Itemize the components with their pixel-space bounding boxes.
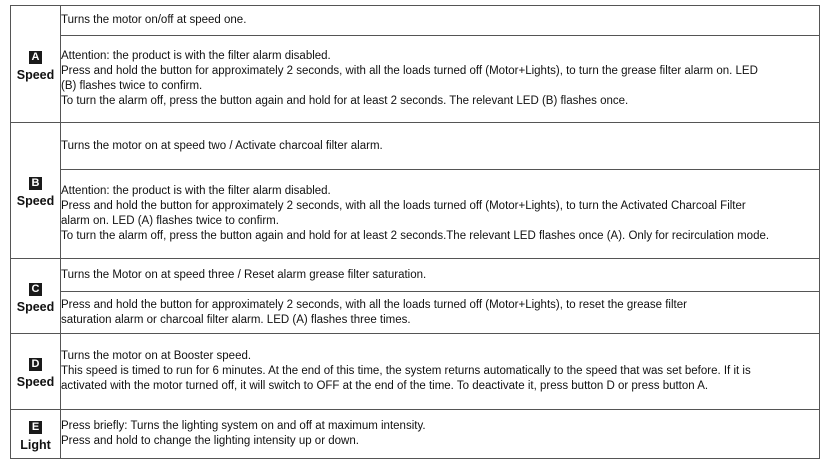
description-cell bbox=[61, 123, 820, 170]
description-line: Attention: the product is with the filter alarm disabled. bbox=[61, 50, 331, 62]
description-line: To turn the alarm off, press the button again and hold for at least 2 seconds.The relevant LED flashes once (A). Only for recirculation mode. bbox=[61, 230, 770, 242]
table-row bbox=[11, 334, 820, 410]
description-cell bbox=[61, 6, 820, 36]
description-line: Press and hold the button for approximately 2 seconds, with all the loads turned off (Motor+Lights), to reset the grease filter bbox=[61, 298, 687, 311]
button-key-badge: B bbox=[29, 177, 42, 190]
button-key-badge: E bbox=[29, 421, 42, 434]
button-key-cell bbox=[11, 6, 61, 123]
description-line: Turns the motor on at speed two / Activate charcoal filter alarm. bbox=[61, 139, 383, 152]
button-key-label: Speed bbox=[16, 194, 55, 208]
button-key-label: Light bbox=[20, 437, 51, 452]
description-line: Turns the Motor on at speed three / Reset alarm grease filter saturation. bbox=[61, 268, 427, 281]
description-line: This speed is timed to run for 6 minutes. At the end of this time, the system returns automatically to the speed that was set before. If it is bbox=[61, 365, 751, 377]
description-cell bbox=[61, 259, 820, 292]
table-row bbox=[11, 292, 820, 334]
button-key-cell bbox=[11, 259, 61, 334]
button-key-label: Speed bbox=[16, 67, 55, 82]
button-key-cell bbox=[11, 123, 61, 259]
button-key-cell bbox=[11, 334, 61, 410]
button-key-badge: C bbox=[29, 283, 42, 296]
description-line: Turns the motor on/off at speed one. bbox=[61, 14, 247, 26]
description-line: Press and hold the button for approximately 2 seconds, with all the loads turned off (Motor+Lights), to turn the Activated Charcoal Filter bbox=[61, 200, 746, 212]
description-line: To turn the alarm off, press the button again and hold for at least 2 seconds. The relevant LED (B) flashes once. bbox=[61, 95, 629, 107]
description-line: activated with the motor turned off, it will switch to OFF at the end of the time. To deactivate it, press button D or press button A. bbox=[61, 380, 709, 392]
button-key-badge: D bbox=[29, 358, 42, 371]
table-row bbox=[11, 410, 820, 459]
table-row bbox=[11, 123, 820, 170]
description-line: alarm on. LED (A) flashes twice to confirm. bbox=[61, 215, 279, 227]
description-line: Press briefly: Turns the lighting system on and off at maximum intensity. bbox=[61, 420, 426, 432]
description-line: (B) flashes twice to confirm. bbox=[61, 80, 203, 92]
description-line: saturation alarm or charcoal filter alarm. LED (A) flashes three times. bbox=[61, 313, 411, 326]
table-row bbox=[11, 6, 820, 36]
description-cell bbox=[61, 170, 820, 259]
table-row bbox=[11, 170, 820, 259]
table-row bbox=[11, 259, 820, 292]
button-key-label: Speed bbox=[16, 375, 55, 389]
description-line: Turns the motor on at Booster speed. bbox=[61, 350, 252, 362]
description-line: Attention: the product is with the filter alarm disabled. bbox=[61, 185, 331, 197]
table-row bbox=[11, 36, 820, 123]
description-line: Press and hold to change the lighting intensity up or down. bbox=[61, 435, 359, 447]
button-key-badge: A bbox=[29, 51, 42, 64]
button-function-table bbox=[10, 5, 820, 459]
description-cell bbox=[61, 36, 820, 123]
description-line: Press and hold the button for approximately 2 seconds, with all the loads turned off (Motor+Lights), to turn the grease filter alarm on. LED bbox=[61, 65, 758, 77]
description-cell bbox=[61, 410, 820, 459]
description-cell bbox=[61, 334, 820, 410]
button-key-cell bbox=[11, 410, 61, 459]
description-cell bbox=[61, 292, 820, 334]
button-key-label: Speed bbox=[16, 299, 55, 314]
